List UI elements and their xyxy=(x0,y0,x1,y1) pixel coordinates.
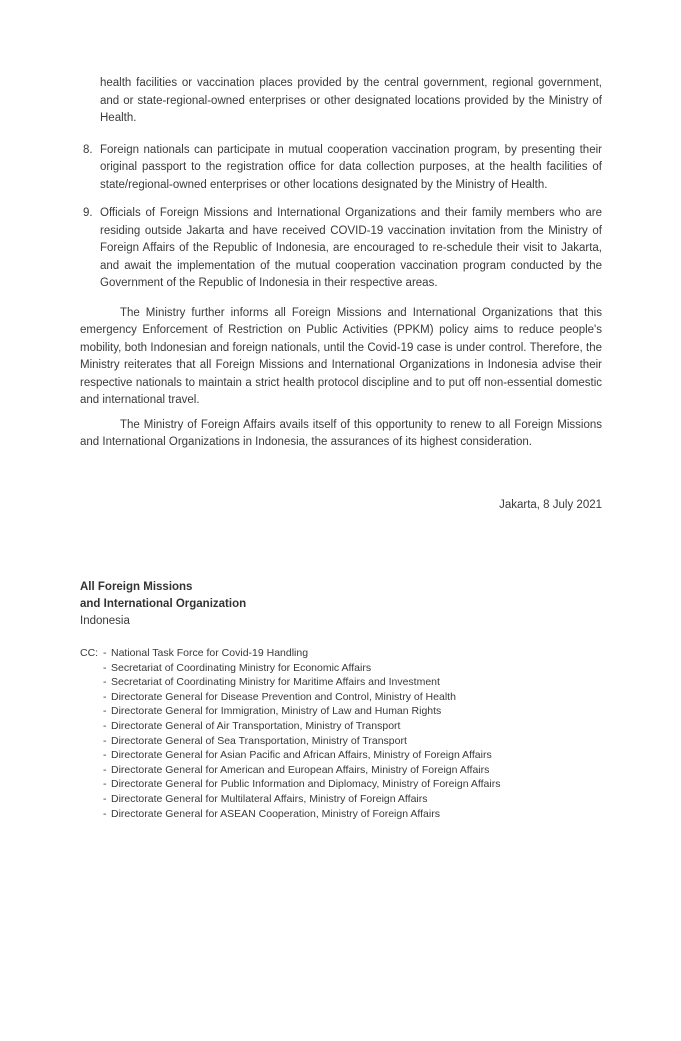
cc-item-dash: - xyxy=(103,763,107,776)
cc-list-item xyxy=(102,646,602,661)
cc-list-item xyxy=(102,763,602,778)
item-8-text: Foreign nationals can participate in mutual cooperation vaccination program, by presenting their original passport to the registration office for data collection purposes, at the health facilities of state/regional-owned enterprises or other locations designated by the Ministry of Health. xyxy=(100,143,602,191)
cc-item-dash: - xyxy=(103,749,107,762)
cc-item-dash: - xyxy=(103,647,107,659)
numbered-item-9 xyxy=(80,205,602,293)
item-9-text: Officials of Foreign Missions and International Organizations and their family members who are residing outside Jakarta and have received COVID-19 vaccination invitation from the Ministry of Foreign Affairs of the Republic of Indonesia, are encouraged to re-schedule their visit to Jakarta, and await the implementation of the mutual cooperation vaccination program conducted by the Government of the Republic of Indonesia in their respective areas. xyxy=(100,207,602,289)
addressee-line-3: Indonesia xyxy=(80,615,130,627)
cc-block xyxy=(80,646,602,821)
cc-list-item xyxy=(102,690,602,705)
addressee-line-2: and International Organization xyxy=(80,598,247,610)
closing-paragraph-ppkm: The Ministry further informs all Foreign Missions and International Organizations that this emergency Enforcement of Restriction on Public Activities (PPKM) policy aims to reduce people's mobility, both Indonesian and foreign nationals, until the Covid-19 case is under control. Therefore, the Ministry reiterates that all Foreign Missions and International Organizations in Indonesia advise their respective nationals to maintain a strict health protocol discipline and to put off non-essential domestic and international travel. xyxy=(80,306,602,406)
cc-item-dash: - xyxy=(103,778,107,791)
item-9-number: 9. xyxy=(83,207,93,219)
cc-list-item xyxy=(102,807,602,822)
cc-item-dash: - xyxy=(103,792,107,805)
numbered-item-8 xyxy=(80,142,602,195)
cc-item-text: Directorate General for Asian Pacific and African Affairs, Ministry of Foreign Affairs xyxy=(111,749,492,762)
cc-item-text: Directorate General for Multilateral Affairs, Ministry of Foreign Affairs xyxy=(111,792,428,805)
cc-item-dash: - xyxy=(103,690,107,703)
paragraph-item7-continuation: health facilities or vaccination places provided by the central government, regional government, and or state-regional-owned enterprises or other designated locations provided by the Ministry of Health. xyxy=(100,77,602,124)
cc-item-text: National Task Force for Covid-19 Handling xyxy=(111,647,309,659)
cc-list-item xyxy=(102,719,602,734)
item-8-number: 8. xyxy=(83,143,93,156)
cc-list xyxy=(102,646,602,821)
cc-item-dash: - xyxy=(103,661,107,674)
cc-list-item xyxy=(102,748,602,763)
cc-item-text: Secretariat of Coordinating Ministry for Economic Affairs xyxy=(111,661,372,674)
cc-item-text: Directorate General for ASEAN Cooperation, Ministry of Foreign Affairs xyxy=(111,807,440,820)
cc-item-text: Directorate General of Sea Transportation, Ministry of Transport xyxy=(111,734,407,747)
addressee-block xyxy=(80,579,602,630)
cc-item-text: Secretariat of Coordinating Ministry for Maritime Affairs and Investment xyxy=(111,676,440,689)
cc-list-item xyxy=(102,675,602,690)
cc-item-dash: - xyxy=(103,676,107,689)
cc-item-text: Directorate General for American and European Affairs, Ministry of Foreign Affairs xyxy=(111,763,490,776)
cc-item-text: Directorate General of Air Transportation, Ministry of Transport xyxy=(111,719,401,732)
cc-label: CC: xyxy=(80,647,99,659)
cc-item-text: Directorate General for Disease Prevention and Control, Ministry of Health xyxy=(111,690,456,703)
cc-list-item xyxy=(102,704,602,719)
cc-item-dash: - xyxy=(103,719,107,732)
cc-item-dash: - xyxy=(103,734,107,747)
dateline: Jakarta, 8 July 2021 xyxy=(499,498,602,511)
cc-list-item xyxy=(102,792,602,807)
closing-paragraph-assurances: The Ministry of Foreign Affairs avails itself of this opportunity to renew to all Foreign Missions and International Organizations in Indonesia, the assurances of its highest consideration. xyxy=(80,418,602,448)
addressee-line-1: All Foreign Missions xyxy=(80,581,193,593)
cc-list-item xyxy=(102,734,602,749)
cc-item-text: Directorate General for Immigration, Ministry of Law and Human Rights xyxy=(111,705,442,718)
cc-item-text: Directorate General for Public Information and Diplomacy, Ministry of Foreign Affairs xyxy=(111,778,501,791)
cc-item-dash: - xyxy=(103,705,107,718)
cc-list-item xyxy=(102,661,602,676)
cc-item-dash: - xyxy=(103,807,107,820)
cc-list-item xyxy=(102,777,602,792)
